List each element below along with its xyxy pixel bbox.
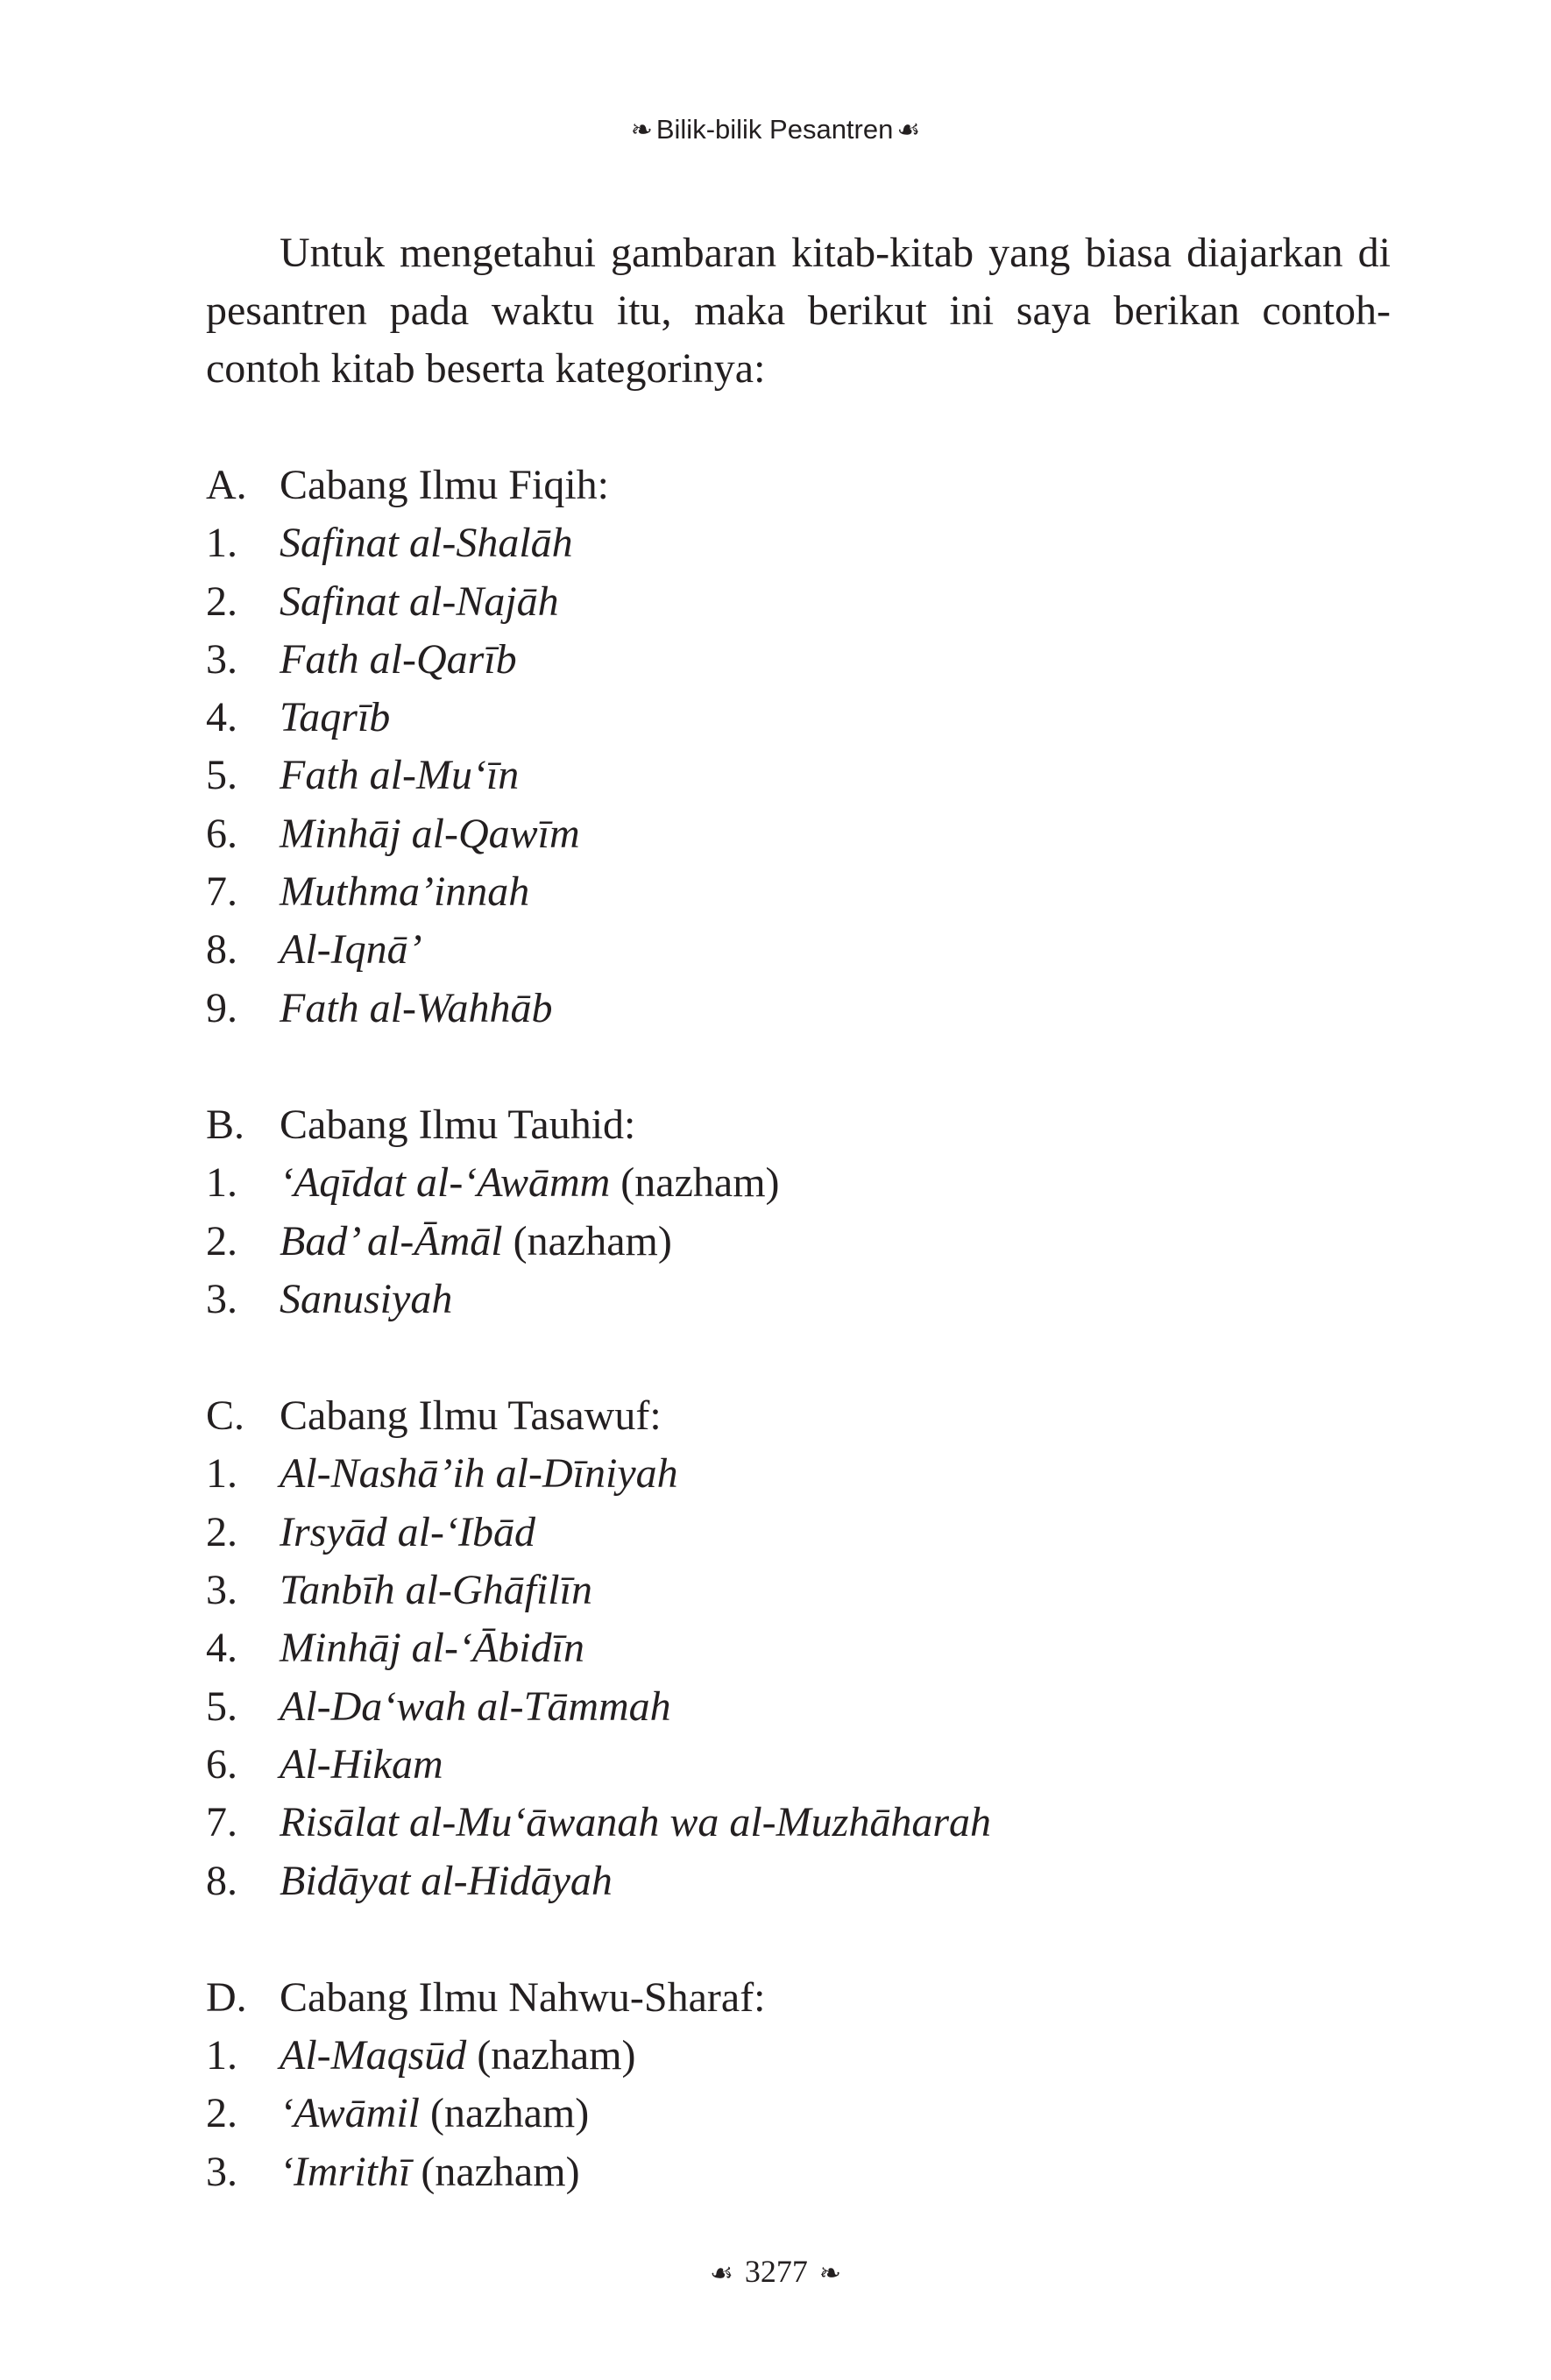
item-number: 3. <box>206 2148 237 2195</box>
intro-paragraph: Untuk mengetahui gambaran kitab-kitab yang biasa diajarkan di pesantren pada waktu itu, maka berikut ini saya berikan contoh-contoh kitab beserta kategorinya: <box>206 230 1391 392</box>
book-note: (nazham) <box>430 2090 590 2137</box>
book-title: Risālat al-Mu‘āwanah wa al-Muzhāharah <box>280 1799 991 1846</box>
item-number: 7. <box>206 868 237 916</box>
list-item <box>206 921 1391 979</box>
book-title: Al-Iqnā’ <box>280 926 422 974</box>
ornament-right-icon: ☙ <box>896 116 921 145</box>
book-title: Al-Maqsūd <box>280 2032 467 2079</box>
item-title-wrap <box>280 2085 1391 2143</box>
item-title-wrap <box>280 1504 1391 1562</box>
ornament-left-icon: ❧ <box>630 116 653 145</box>
list-item <box>206 2085 1391 2143</box>
item-title-wrap <box>280 1736 1391 1794</box>
item-title-wrap <box>280 921 1391 979</box>
book-title: ‘Imrithī <box>280 2148 411 2195</box>
running-header <box>0 112 1551 148</box>
item-number: 9. <box>206 984 237 1031</box>
book-title: Muthma’innah <box>280 868 530 916</box>
book-title: Al-Hikam <box>280 1740 443 1788</box>
page-footer <box>0 2252 1551 2293</box>
list-item <box>206 1562 1391 1619</box>
item-title-wrap <box>280 514 1391 572</box>
item-number: 4. <box>206 694 237 741</box>
item-number: 2. <box>206 1217 237 1264</box>
item-number: 6. <box>206 1740 237 1788</box>
section-heading-text: Cabang Ilmu Tasawuf: <box>280 1392 662 1440</box>
running-header-title: Bilik-bilik Pesantren <box>655 114 894 145</box>
list-item <box>206 514 1391 572</box>
book-title: Taqrīb <box>280 694 391 741</box>
item-title-wrap <box>280 1619 1391 1677</box>
item-number: 8. <box>206 1857 237 1904</box>
list-item <box>206 2027 1391 2085</box>
item-title-wrap <box>280 747 1391 804</box>
item-title-wrap <box>280 2027 1391 2085</box>
book-title: Safinat al-Najāh <box>280 577 559 625</box>
list-item <box>206 1445 1391 1503</box>
item-number: 1. <box>206 520 237 567</box>
item-title-wrap <box>280 1154 1391 1212</box>
book-title: Al-Nashā’ih al-Dīniyah <box>280 1450 678 1498</box>
book-title: Minhāj al-Qawīm <box>280 810 580 857</box>
book-note: (nazham) <box>477 2032 636 2079</box>
book-title: Tanbīh al-Ghāfilīn <box>280 1567 592 1614</box>
section-letter: A. <box>206 462 247 508</box>
list-item <box>206 2143 1391 2201</box>
item-number: 8. <box>206 926 237 974</box>
item-title-wrap <box>280 2143 1391 2201</box>
item-number: 2. <box>206 1508 237 1555</box>
section-heading <box>206 1969 1391 2027</box>
list-item <box>206 631 1391 689</box>
item-title-wrap <box>280 1562 1391 1619</box>
item-number: 2. <box>206 2090 237 2137</box>
book-title: Bad’ al-Āmāl <box>280 1217 503 1264</box>
item-title-wrap <box>280 863 1391 921</box>
item-number: 3. <box>206 1275 237 1322</box>
item-number: 1. <box>206 1159 237 1207</box>
list-item <box>206 863 1391 921</box>
list-item <box>206 1619 1391 1677</box>
book-list <box>206 457 1391 2260</box>
book-note: (nazham) <box>620 1159 780 1207</box>
item-title-wrap <box>280 805 1391 863</box>
list-item <box>206 1736 1391 1794</box>
section-c <box>206 1387 1391 1910</box>
section-heading <box>206 457 1391 514</box>
item-number: 4. <box>206 1625 237 1672</box>
item-number: 1. <box>206 2032 237 2079</box>
list-item <box>206 747 1391 804</box>
item-title-wrap <box>280 1852 1391 1910</box>
book-title: Safinat al-Shalāh <box>280 520 573 567</box>
item-title-wrap <box>280 1213 1391 1271</box>
section-letter: B. <box>206 1101 245 1148</box>
item-title-wrap <box>280 573 1391 631</box>
list-item <box>206 805 1391 863</box>
item-number: 7. <box>206 1799 237 1846</box>
list-item <box>206 1678 1391 1736</box>
book-title: Fath al-Qarīb <box>280 635 517 683</box>
list-item <box>206 1504 1391 1562</box>
list-item <box>206 1852 1391 1910</box>
item-title-wrap <box>280 1271 1391 1328</box>
list-item <box>206 1213 1391 1271</box>
section-a <box>206 457 1391 1038</box>
book-title: Sanusiyah <box>280 1275 453 1322</box>
item-number: 6. <box>206 810 237 857</box>
section-d <box>206 1969 1391 2201</box>
list-item <box>206 573 1391 631</box>
page-number: 3277 <box>744 2254 808 2289</box>
item-number: 2. <box>206 577 237 625</box>
section-heading <box>206 1096 1391 1154</box>
item-title-wrap <box>280 689 1391 747</box>
book-note: (nazham) <box>421 2148 580 2195</box>
list-item <box>206 1271 1391 1328</box>
item-title-wrap <box>280 1794 1391 1852</box>
section-letter: D. <box>206 1973 247 2021</box>
list-item <box>206 1154 1391 1212</box>
section-heading-text: Cabang Ilmu Tauhid: <box>280 1101 636 1148</box>
book-title: Fath al-Mu‘īn <box>280 752 520 799</box>
book-note: (nazham) <box>513 1217 672 1264</box>
book-title: Irsyād al-‘Ibād <box>280 1508 535 1555</box>
item-number: 3. <box>206 1567 237 1614</box>
item-number: 3. <box>206 635 237 683</box>
item-number: 1. <box>206 1450 237 1498</box>
book-title: ‘Aqīdat al-‘Awāmm <box>280 1159 611 1207</box>
list-item <box>206 980 1391 1038</box>
item-title-wrap <box>280 980 1391 1038</box>
section-b <box>206 1096 1391 1328</box>
item-number: 5. <box>206 752 237 799</box>
item-number: 5. <box>206 1682 237 1730</box>
ornament-left-icon: ☙ <box>709 2259 733 2288</box>
item-title-wrap <box>280 631 1391 689</box>
book-title: Fath al-Wahhāb <box>280 984 553 1031</box>
book-title: Bidāyat al-Hidāyah <box>280 1857 613 1904</box>
book-title: Al-Da‘wah al-Tāmmah <box>280 1682 671 1730</box>
section-heading-text: Cabang Ilmu Fiqih: <box>280 462 609 508</box>
book-title: Minhāj al-‘Ābidīn <box>280 1625 584 1672</box>
section-heading-text: Cabang Ilmu Nahwu-Sharaf: <box>280 1973 766 2021</box>
list-item <box>206 689 1391 747</box>
section-letter: C. <box>206 1392 245 1440</box>
book-title: ‘Awāmil <box>280 2090 421 2137</box>
section-heading <box>206 1387 1391 1445</box>
list-item <box>206 1794 1391 1852</box>
item-title-wrap <box>280 1678 1391 1736</box>
ornament-right-icon: ❧ <box>818 2259 842 2288</box>
item-title-wrap <box>280 1445 1391 1503</box>
